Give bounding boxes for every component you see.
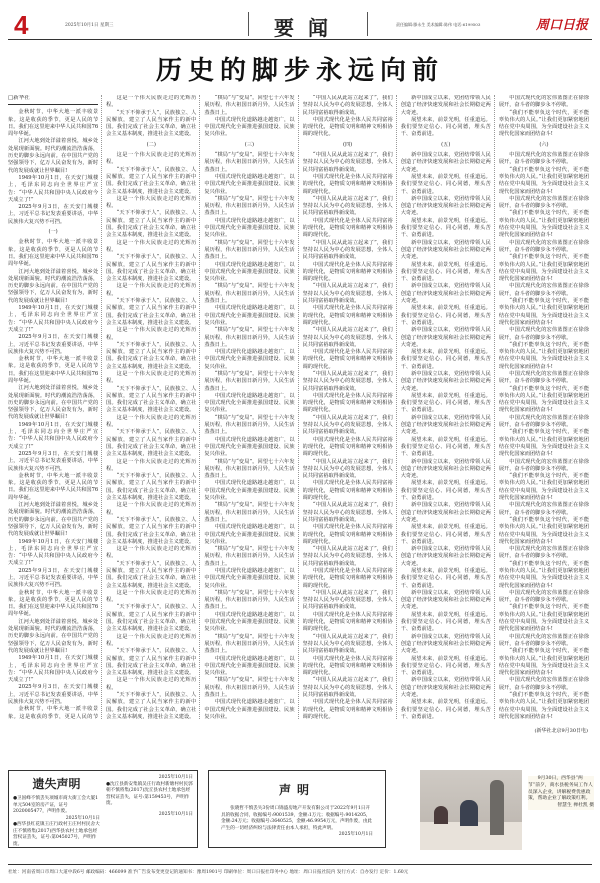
paragraph: “中国人民从此站立起来了”，我们坚持以人民为中心的发展思想，全体人民共同富裕取得新成效。 (302, 633, 393, 655)
paragraph: “中国人民从此站立起来了”，我们坚持以人民为中心的发展思想，全体人民共同富裕取得新成效。 (302, 95, 393, 116)
paragraph: 江河大地到处洋溢着喜悦，城乡处处展现新面貌。时代的潮流浩浩荡荡，历史的脚步永远向前。在中国共产党的坚强领导下，亿万人民奋发有为，新时代的发展成就让世界瞩目! (8, 268, 99, 304)
paragraph: 中国式现代化的宏伟蓝图正在徐徐展开，奋斗者的脚步永不停歇。 (498, 95, 590, 109)
paragraph: 中国式现代化的宏伟蓝图正在徐徐展开，奋斗者的脚步永不停歇。 (498, 677, 590, 691)
paragraph: “中国人民从此站立起来了”，我们坚持以人民为中心的发展思想，全体人民共同富裕取得新成效。 (302, 546, 393, 567)
paragraph: 中国式现代化的宏伟蓝图正在徐徐展开，奋斗者的脚步永不停歇。 (498, 195, 590, 210)
paragraph: 中国式现代化的宏伟蓝图正在徐徐展开，奋斗者的脚步永不停歇。 (498, 327, 590, 341)
paragraph: “天下不仰承于人”，民族独立、人民解放，建立了人民当家作主的新中国。我们完成了社会主义革命，确立社会主义基本制度，推进社会主义建设。 (106, 210, 197, 239)
paragraph: “棋局”与“变局”。回望七十六年发展历程，伟大祖国日新月异，人民生活蒸蒸日上。 (204, 327, 295, 348)
paragraph: 新中国成立以来，党团结带领人民创造了经济快速发展和社会长期稳定两大奇迹。 (400, 589, 491, 611)
paragraph: “棋局”与“变局”。回望七十六年发展历程，伟大祖国日新月异，人民生活蒸蒸日上。 (204, 195, 295, 217)
paragraph: “中国人民从此站立起来了”，我们坚持以人民为中心的发展思想，全体人民共同富裕取得新成效。 (302, 152, 393, 173)
paragraph: “我们不能辜负这个时代，更不能辜负伟大的人民。”让我们更加紧密地团结在党中央周围，为全面建设社会主义现代化国家而团结奋斗! (498, 692, 590, 719)
paragraph: “天下不仰承于人”，民族独立、人民解放，建立了人民当家作主的新中国。我们完成了社会主义革命，确立社会主义基本制度，推进社会主义建设。 (106, 385, 197, 414)
paragraph: 中国式现代化的宏伟蓝图正在徐徐展开，奋斗者的脚步永不停歇。 (498, 283, 590, 297)
paragraph: 展望未来，前景光明，任重道远。我们要坚定信心、同心同德，埋头苦干、奋勇前进。 (400, 699, 491, 719)
paragraph: 中国式现代化道路越走越宽广，以中国式现代化全面推进强国建设、民族复兴伟业。 (204, 116, 295, 138)
paragraph: 中国式现代化是全体人民共同富裕的现代化，是物质文明和精神文明相协调的现代化。 (302, 116, 393, 138)
paragraph: 新中国成立以来，党团结带领人民创造了经济快速发展和社会长期稳定两大奇迹。 (400, 239, 491, 261)
paragraph: 新中国成立以来，党团结带领人民创造了经济快速发展和社会长期稳定两大奇迹。 (400, 458, 491, 480)
paragraph: 中国式现代化道路越走越宽广，以中国式现代化全面推进强国建设、民族复兴伟业。 (204, 261, 295, 283)
paragraph: 中国式现代化的宏伟蓝图正在徐徐展开，奋斗者的脚步永不停歇。 (498, 546, 590, 560)
notice-date: 2025年10月1日 (158, 811, 193, 817)
paragraph: 展望未来，前景光明，任重道远。我们要坚定信心、同心同德，埋头苦干、奋勇前进。 (400, 305, 491, 326)
section-marker: (四) (342, 141, 353, 148)
paragraph: 金秋时节，中华大地一派丰收景象。这是收获的季节，更是人民的节日。我们在这里迎来中华人民共和国76周年华诞。 (8, 239, 99, 268)
paragraph: 中国式现代化的宏伟蓝图正在徐徐展开，奋斗者的脚步永不停歇。 (498, 370, 590, 385)
paragraph: 这是一个伟大民族走过的光辉历程。 (106, 152, 197, 166)
paragraph: 这是一个伟大民族走过的光辉历程。 (106, 414, 197, 429)
paragraph: 新中国成立以来，党团结带领人民创造了经济快速发展和社会长期稳定两大奇迹。 (400, 152, 491, 173)
paragraph: 新中国成立以来，党团结带领人民创造了经济快速发展和社会长期稳定两大奇迹。 (400, 677, 491, 699)
paragraph: “我们不能辜负这个时代，更不能辜负伟大的人民。”让我们更加紧密地团结在党中央周围，为全面建设社会主义现代化国家而团结奋斗! (498, 429, 590, 458)
paragraph: “天下不仰承于人”，民族独立、人民解放，建立了人民当家作主的新中国。我们完成了社会主义革命，确立社会主义基本制度，推进社会主义建设。 (106, 254, 197, 283)
article-credit: (新华社北京9月30日电) (534, 728, 588, 734)
paragraph: “天下不仰承于人”，民族独立、人民解放，建立了人民当家作主的新中国。我们完成了社会主义革命，确立社会主义基本制度，推进社会主义建设。 (106, 648, 197, 677)
paragraph: 这是一个伟大民族走过的光辉历程。 (106, 327, 197, 341)
paragraph: 这是一个伟大民族走过的光辉历程。 (106, 239, 197, 253)
paragraph: 中国式现代化道路越走越宽广，以中国式现代化全面推进强国建设、民族复兴伟业。 (204, 173, 295, 195)
paragraph: 1949年10月1日，在天安门城楼上，毛泽东同志向全世界庄严宣告：“中华人民共和国中央人民政府今天成立了!” (8, 305, 99, 333)
paragraph: 金秋时节，中华大地一派丰收景象。这是收获的季节，更是人民的节日。我们在这里迎来中华人民共和国76周年华诞。 (8, 589, 99, 618)
photo-credit: 智慧生 禅杜凯 摄 (557, 803, 594, 809)
paragraph: “天下不仰承于人”，民族独立、人民解放，建立了人民当家作主的新中国。我们完成了社会主义革命，确立社会主义基本制度，推进社会主义建设。 (106, 604, 197, 633)
paragraph: “我们不能辜负这个时代，更不能辜负伟大的人民。”让我们更加紧密地团结在党中央周围，为全面建设社会主义现代化国家而团结奋斗! (498, 516, 590, 545)
paragraph: 展望未来，前景光明，任重道远。我们要坚定信心、同心同德，埋头苦干、奋勇前进。 (400, 217, 491, 239)
paragraph: 中国式现代化道路越走越宽广，以中国式现代化全面推进强国建设、民族复兴伟业。 (204, 568, 295, 589)
paragraph: 新中国成立以来，党团结带领人民创造了经济快速发展和社会长期稳定两大奇迹。 (400, 633, 491, 655)
paragraph: “天下不仰承于人”，民族独立、人民解放，建立了人民当家作主的新中国。我们完成了社会主义革命，确立社会主义基本制度，推进社会主义建设。 (106, 298, 197, 326)
paragraph: 展望未来，前景光明，任重道远。我们要坚定信心、同心同德，埋头苦干、奋勇前进。 (400, 116, 491, 138)
article-title: 历史的脚步永远向前 (155, 56, 444, 86)
paragraph: 中国式现代化道路越走越宽广，以中国式现代化全面推进强国建设、民族复兴伟业。 (204, 524, 295, 545)
editor-info: 责任编辑:滕永生 美术编辑:陈伟 电话:6199503 (396, 22, 481, 27)
paragraph: “中国人民从此站立起来了”，我们坚持以人民为中心的发展思想，全体人民共同富裕取得新成效。 (302, 414, 393, 436)
paragraph: “中国人民从此站立起来了”，我们坚持以人民为中心的发展思想，全体人民共同富裕取得新成效。 (302, 502, 393, 523)
paragraph: “棋局”与“变局”。回望七十六年发展历程，伟大祖国日新月异，人民生活蒸蒸日上。 (204, 589, 295, 611)
paragraph: 新中国成立以来，党团结带领人民创造了经济快速发展和社会长期稳定两大奇迹。 (400, 546, 491, 567)
paragraph: 金秋时节，中华大地一派丰收景象。这是收获的季节，更是人民的节 (8, 706, 99, 719)
paragraph: 中国式现代化是全体人民共同富裕的现代化，是物质文明和精神文明相协调的现代化。 (302, 173, 393, 195)
imprint-footer: 社址：河南省周口市周口大道中段6号 邮政编码：466099 准予广告发布变更登记的通知书：豫周1901号 印刷单位：周口日报社印务中心 地址：周口日报社院内 发行方式：自办发行 定价：1.60元 (8, 864, 592, 875)
paragraph: “棋局”与“变局”。回望七十六年发展历程，伟大祖国日新月异，人民生活蒸蒸日上。 (204, 414, 295, 436)
paragraph: 2025年9月3日，在天安门城楼上，习近平总书记发表重要讲话，中华民族伟大复兴势不可挡。 (8, 684, 99, 706)
notice-item: ●卫国峰不慎丢失项城市商大街工会大厦1单元504室的房产证，证号2020005477，声明作废。 (13, 796, 99, 814)
paragraph: 江河大地到处洋溢着喜悦，城乡处处展现新面貌。时代的潮流浩浩荡荡，历史的脚步永远向前。在中国共产党的坚强领导下，亿万人民奋发有为，新时代的发展成就让世界瞩目! (8, 385, 99, 421)
paragraph: 展望未来，前景光明，任重道远。我们要坚定信心、同心同德，埋头苦干、奋勇前进。 (400, 173, 491, 195)
article-column (8, 95, 102, 719)
paragraph: 中国式现代化是全体人民共同富裕的现代化，是物质文明和精神文明相协调的现代化。 (302, 392, 393, 414)
paragraph: 中国式现代化道路越走越宽广，以中国式现代化全面推进强国建设、民族复兴伟业。 (204, 480, 295, 502)
paragraph: “我们不能辜负这个时代，更不能辜负伟大的人民。”让我们更加紧密地团结在党中央周围，为全面建设社会主义现代化国家而团结奋斗! (498, 298, 590, 326)
news-photo (420, 770, 522, 850)
notice-item: ●西华县红花镇王庄行政村王庄村村民舍大庄不慎将集(2017)西华县农村土地承包经营权证丢失，证号:第045027号，声明作废。 (13, 822, 100, 847)
paragraph: “天下不仰承于人”，民族独立、人民解放，建立了人民当家作主的新中国。我们完成了社会主义革命，确立社会主义基本制度，推进社会主义建设。 (106, 516, 197, 545)
paragraph: “中国人民从此站立起来了”，我们坚持以人民为中心的发展思想，全体人民共同富裕取得新成效。 (302, 370, 393, 392)
paragraph: 中国式现代化是全体人民共同富裕的现代化，是物质文明和精神文明相协调的现代化。 (302, 305, 393, 326)
statement-notice (208, 770, 386, 848)
paragraph: 这是一个伟大民族走过的光辉历程。 (106, 633, 197, 647)
paragraph: 中国式现代化是全体人民共同富裕的现代化，是物质文明和精神文明相协调的现代化。 (302, 349, 393, 370)
paragraph: “我们不能辜负这个时代，更不能辜负伟大的人民。”让我们更加紧密地团结在党中央周围，为全面建设社会主义现代化国家而团结奋斗! (498, 341, 590, 370)
section-marker: (二) (146, 141, 156, 148)
lost-notice (8, 770, 198, 848)
paragraph: “我们不能辜负这个时代，更不能辜负伟大的人民。”让我们更加紧密地团结在党中央周围，为全面建设社会主义现代化国家而团结奋斗! (498, 385, 590, 414)
paragraph: 展望未来，前景光明，任重道远。我们要坚定信心、同心同德，埋头苦干、奋勇前进。 (400, 611, 491, 633)
paragraph: 金秋时节，中华大地一派丰收景象。这是收获的季节，更是人民的节日。我们在这里迎来中华人民共和国76周年华诞。 (8, 472, 99, 501)
paragraph: “棋局”与“变局”。回望七十六年发展历程，伟大祖国日新月异，人民生活蒸蒸日上。 (204, 95, 295, 116)
paragraph: 这是一个伟大民族走过的光辉历程。 (106, 370, 197, 385)
paragraph: 新中国成立以来，党团结带领人民创造了经济快速发展和社会长期稳定两大奇迹。 (400, 195, 491, 217)
paragraph: “中国人民从此站立起来了”，我们坚持以人民为中心的发展思想，全体人民共同富裕取得新成效。 (302, 239, 393, 261)
paragraph: 中国式现代化的宏伟蓝图正在徐徐展开，奋斗者的脚步永不停歇。 (498, 414, 590, 429)
paragraph: 新中国成立以来，党团结带领人民创造了经济快速发展和社会长期稳定两大奇迹。 (400, 414, 491, 436)
paragraph: 这是一个伟大民族走过的光辉历程。 (106, 458, 197, 472)
masthead (8, 8, 592, 40)
paragraph: “棋局”与“变局”。回望七十六年发展历程，伟大祖国日新月异，人民生活蒸蒸日上。 (204, 458, 295, 480)
paragraph: 新中国成立以来，党团结带领人民创造了经济快速发展和社会长期稳定两大奇迹。 (400, 327, 491, 348)
paragraph: 展望未来，前景光明，任重道远。我们要坚定信心、同心同德，埋头苦干、奋勇前进。 (400, 392, 491, 414)
paragraph: “我们不能辜负这个时代，更不能辜负伟大的人民。”让我们更加紧密地团结在党中央周围，为全面建设社会主义现代化国家而团结奋斗! (498, 210, 590, 239)
paragraph: 新中国成立以来，党团结带领人民创造了经济快速发展和社会长期稳定两大奇迹。 (400, 370, 491, 392)
section-marker: (一) (48, 229, 58, 236)
article-body (8, 95, 592, 719)
paragraph: 江河大地到处洋溢着喜悦，城乡处处展现新面貌。时代的潮流浩浩荡荡，历史的脚步永远向前。在中国共产党的坚强领导下，亿万人民奋发有为，新时代的发展成就让世界瞩目! (8, 502, 99, 538)
paragraph: 2025年9月3日，在天安门城楼上，习近平总书记发表重要讲话，中华民族伟大复兴势不可挡。 (8, 204, 99, 225)
paragraph: “棋局”与“变局”。回望七十六年发展历程，伟大祖国日新月异，人民生活蒸蒸日上。 (204, 502, 295, 523)
paragraph: “天下不仰承于人”，民族独立、人民解放，建立了人民当家作主的新中国。我们完成了社会主义革命，确立社会主义基本制度，推进社会主义建设。 (106, 692, 197, 719)
paragraph: 展望未来，前景光明，任重道远。我们要坚定信心、同心同德，埋头苦干、奋勇前进。 (400, 261, 491, 283)
paragraph: 中国式现代化是全体人民共同富裕的现代化，是物质文明和精神文明相协调的现代化。 (302, 480, 393, 502)
paragraph: 1949年10月1日，在天安门城楼上，毛泽东同志向全世界庄严宣告：“中华人民共和国中央人民政府今天成立了!” (8, 655, 99, 684)
paragraph: 这是一个伟大民族走过的光辉历程。 (106, 283, 197, 297)
lost-notice-title: 遗失声明 (32, 777, 81, 791)
paragraph: “我们不能辜负这个时代，更不能辜负伟大的人民。”让我们更加紧密地团结在党中央周围，为全面建设社会主义现代化国家而团结奋斗! (498, 166, 590, 195)
article-column (106, 95, 200, 719)
statement-text: 张晓哲不慎丢失3份周口锦盛房地产开发有限公司于2022年9月1日开具的收据合同，收据编号:9001539，金额:1万元；收据编号:9014205，金额:24万元；收据编号:3640525，金额:46.9954万元，声明作废，由此产生的一切经济纠纷与法律责任由本人承担，特此声明。 (221, 806, 373, 831)
paragraph: “我们不能辜负这个时代，更不能辜负伟大的人民。”让我们更加紧密地团结在党中央周围，为全面建设社会主义现代化国家而团结奋斗! (498, 254, 590, 283)
paragraph: 展望未来，前景光明，任重道远。我们要坚定信心、同心同德，埋头苦干、奋勇前进。 (400, 655, 491, 677)
paragraph: “天下不仰承于人”，民族独立、人民解放，建立了人民当家作主的新中国。我们完成了社会主义革命，确立社会主义基本制度，推进社会主义建设。 (106, 109, 197, 138)
section-marker: (三) (244, 141, 255, 148)
paragraph: 新中国成立以来，党团结带领人民创造了经济快速发展和社会长期稳定两大奇迹。 (400, 95, 491, 116)
paragraph: 中国式现代化的宏伟蓝图正在徐徐展开，奋斗者的脚步永不停歇。 (498, 589, 590, 604)
paragraph: 这是一个伟大民族走过的光辉历程。 (106, 589, 197, 604)
byline: □新华社 (8, 95, 98, 105)
paragraph: 1949年10月1日，在天安门城楼上，毛泽东同志向全世界庄严宣告：“中华人民共和国中央人民政府今天成立了!” (8, 421, 99, 450)
paragraph: “我们不能辜负这个时代，更不能辜负伟大的人民。”让我们更加紧密地团结在党中央周围，为全面建设社会主义现代化国家而团结奋斗! (498, 604, 590, 633)
page-number: 4 (14, 10, 29, 40)
paragraph: 江河大地到处洋溢着喜悦，城乡处处展现新面貌。时代的潮流浩浩荡荡，历史的脚步永远向前。在中国共产党的坚强领导下，亿万人民奋发有为，新时代的发展成就让世界瞩目! (8, 138, 99, 174)
paragraph: 中国式现代化道路越走越宽广，以中国式现代化全面推进强国建设、民族复兴伟业。 (204, 349, 295, 370)
paragraph: “棋局”与“变局”。回望七十六年发展历程，伟大祖国日新月异，人民生活蒸蒸日上。 (204, 633, 295, 655)
photo-caption (528, 776, 594, 810)
paragraph: 江河大地到处洋溢着喜悦，城乡处处展现新面貌。时代的潮流浩浩荡荡，历史的脚步永远向前。在中国共产党的坚强领导下，亿万人民奋发有为，新时代的发展成就让世界瞩目! (8, 618, 99, 654)
paragraph: 展望未来，前景光明，任重道远。我们要坚定信心、同心同德，埋头苦干、奋勇前进。 (400, 436, 491, 458)
section-marker: (五) (441, 141, 451, 148)
paragraph: 展望未来，前景光明，任重道远。我们要坚定信心、同心同德，埋头苦干、奋勇前进。 (400, 480, 491, 502)
paragraph: “棋局”与“变局”。回望七十六年发展历程，伟大祖国日新月异，人民生活蒸蒸日上。 (204, 677, 295, 699)
paragraph: 中国式现代化是全体人民共同富裕的现代化，是物质文明和精神文明相协调的现代化。 (302, 655, 393, 677)
paragraph: 中国式现代化道路越走越宽广，以中国式现代化全面推进强国建设、民族复兴伟业。 (204, 217, 295, 239)
paragraph: “天下不仰承于人”，民族独立、人民解放，建立了人民当家作主的新中国。我们完成了社会主义革命，确立社会主义基本制度，推进社会主义建设。 (106, 166, 197, 195)
issue-date: 2025年10月1日 星期三 (65, 23, 114, 28)
paragraph: “棋局”与“变局”。回望七十六年发展历程，伟大祖国日新月异，人民生活蒸蒸日上。 (204, 152, 295, 173)
paragraph: 新中国成立以来，党团结带领人民创造了经济快速发展和社会长期稳定两大奇迹。 (400, 502, 491, 523)
paragraph: 中国式现代化是全体人民共同富裕的现代化，是物质文明和精神文明相协调的现代化。 (302, 217, 393, 239)
paragraph: 中国式现代化的宏伟蓝图正在徐徐展开，奋斗者的脚步永不停歇。 (498, 152, 590, 166)
paragraph: “天下不仰承于人”，民族独立、人民解放，建立了人民当家作主的新中国。我们完成了社会主义革命，确立社会主义基本制度，推进社会主义建设。 (106, 560, 197, 589)
paragraph: 1949年10月1日，在天安门城楼上，毛泽东同志向全世界庄严宣告：“中华人民共和国中央人民政府今天成立了!” (8, 174, 99, 203)
paragraph: 中国式现代化的宏伟蓝图正在徐徐展开，奋斗者的脚步永不停歇。 (498, 633, 590, 647)
paragraph: “天下不仰承于人”，民族独立、人民解放，建立了人民当家作主的新中国。我们完成了社会主义革命，确立社会主义基本制度，推进社会主义建设。 (106, 429, 197, 458)
paragraph: 中国式现代化是全体人民共同富裕的现代化，是物质文明和精神文明相协调的现代化。 (302, 436, 393, 458)
paragraph: 这是一个伟大民族走过的光辉历程。 (106, 195, 197, 210)
paragraph: 展望未来，前景光明，任重道远。我们要坚定信心、同心同德，埋头苦干、奋勇前进。 (400, 568, 491, 589)
paragraph: 2025年9月3日，在天安门城楼上，习近平总书记发表重要讲话，中华民族伟大复兴势不可挡。 (8, 334, 99, 355)
paragraph: “中国人民从此站立起来了”，我们坚持以人民为中心的发展思想，全体人民共同富裕取得新成效。 (302, 458, 393, 480)
paragraph: 中国式现代化道路越走越宽广，以中国式现代化全面推进强国建设、民族复兴伟业。 (204, 699, 295, 719)
paragraph: 展望未来，前景光明，任重道远。我们要坚定信心、同心同德，埋头苦干、奋勇前进。 (400, 349, 491, 370)
paragraph: “棋局”与“变局”。回望七十六年发展历程，伟大祖国日新月异，人民生活蒸蒸日上。 (204, 283, 295, 305)
section-marker: (六) (539, 141, 549, 148)
paragraph: “棋局”与“变局”。回望七十六年发展历程，伟大祖国日新月异，人民生活蒸蒸日上。 (204, 546, 295, 567)
paragraph: “中国人民从此站立起来了”，我们坚持以人民为中心的发展思想，全体人民共同富裕取得新成效。 (302, 589, 393, 611)
paragraph: 中国式现代化的宏伟蓝图正在徐徐展开，奋斗者的脚步永不停歇。 (498, 458, 590, 472)
paragraph: “中国人民从此站立起来了”，我们坚持以人民为中心的发展思想，全体人民共同富裕取得新成效。 (302, 677, 393, 699)
paragraph: 中国式现代化是全体人民共同富裕的现代化，是物质文明和精神文明相协调的现代化。 (302, 611, 393, 633)
paragraph: 中国式现代化的宏伟蓝图正在徐徐展开，奋斗者的脚步永不停歇。 (498, 239, 590, 253)
paragraph: 1949年10月1日，在天安门城楼上，毛泽东同志向全世界庄严宣告：“中华人民共和国中央人民政府今天成立了!” (8, 538, 99, 567)
paragraph: 新中国成立以来，党团结带领人民创造了经济快速发展和社会长期稳定两大奇迹。 (400, 283, 491, 305)
paragraph: 这是一个伟大民族走过的光辉历程。 (106, 677, 197, 691)
paragraph: 2025年9月3日，在天安门城楼上，习近平总书记发表重要讲话，中华民族伟大复兴势不可挡。 (8, 450, 99, 472)
paragraph: 中国式现代化是全体人民共同富裕的现代化，是物质文明和精神文明相协调的现代化。 (302, 261, 393, 283)
paragraph: “天下不仰承于人”，民族独立、人民解放，建立了人民当家作主的新中国。我们完成了社会主义革命，确立社会主义基本制度，推进社会主义建设。 (106, 473, 197, 502)
paragraph: 中国式现代化道路越走越宽广，以中国式现代化全面推进强国建设、民族复兴伟业。 (204, 392, 295, 414)
paragraph: 展望未来，前景光明，任重道远。我们要坚定信心、同心同德，埋头苦干、奋勇前进。 (400, 524, 491, 545)
paragraph: 中国式现代化是全体人民共同富裕的现代化，是物质文明和精神文明相协调的现代化。 (302, 568, 393, 589)
statement-title: 声明 (278, 783, 315, 797)
paragraph: “中国人民从此站立起来了”，我们坚持以人民为中心的发展思想，全体人民共同富裕取得新成效。 (302, 195, 393, 217)
paragraph: “棋局”与“变局”。回望七十六年发展历程，伟大祖国日新月异，人民生活蒸蒸日上。 (204, 239, 295, 261)
paragraph: “我们不能辜负这个时代，更不能辜负伟大的人民。”让我们更加紧密地团结在党中央周围，为全面建设社会主义现代化国家而团结奋斗! (498, 473, 590, 502)
paragraph: 中国式现代化的宏伟蓝图正在徐徐展开，奋斗者的脚步永不停歇。 (498, 502, 590, 516)
notice-item: ●沈丘县新安集镇吴庄行政村新塘村村民郭朝不慎将集(2017)沈丘县农村土地承包经营权证丢失，证号:第159453号，声明作废。 (106, 781, 193, 806)
notice-date: 2025年10月1日 (65, 815, 100, 821)
paragraph: 中国式现代化道路越走越宽广，以中国式现代化全面推进强国建设、民族复兴伟业。 (204, 305, 295, 326)
paragraph: 金秋时节，中华大地一派丰收景象。这是收获的季节，更是人民的节日。我们在这里迎来中华人民共和国76周年华诞。 (8, 356, 99, 384)
paragraph: 这是一个伟大民族走过的光辉历程。 (106, 546, 197, 560)
statement-date: 2025年10月1日 (338, 832, 373, 837)
article-column (401, 95, 495, 719)
article-column (499, 95, 592, 719)
paragraph: “中国人民从此站立起来了”，我们坚持以人民为中心的发展思想，全体人民共同富裕取得新成效。 (302, 327, 393, 348)
caption-text: 9月30日，西华县“两节”前夕，商水县税务局工作人员深入企业，讲解税费优惠政策，帮助企业了解政策红利。 (528, 776, 593, 802)
paragraph: “中国人民从此站立起来了”，我们坚持以人民为中心的发展思想，全体人民共同富裕取得新成效。 (302, 283, 393, 305)
paragraph: 中国式现代化道路越走越宽广，以中国式现代化全面推进强国建设、民族复兴伟业。 (204, 655, 295, 677)
paragraph: “天下不仰承于人”，民族独立、人民解放，建立了人民当家作主的新中国。我们完成了社会主义革命，确立社会主义基本制度，推进社会主义建设。 (106, 341, 197, 370)
article-column (204, 95, 298, 719)
section-name: 要闻 (248, 12, 368, 36)
paragraph: 中国式现代化是全体人民共同富裕的现代化，是物质文明和精神文明相协调的现代化。 (302, 699, 393, 719)
paragraph: 这是一个伟大民族走过的光辉历程。 (106, 502, 197, 516)
paragraph: 中国式现代化是全体人民共同富裕的现代化，是物质文明和精神文明相协调的现代化。 (302, 524, 393, 545)
paragraph: “我们不能辜负这个时代，更不能辜负伟大的人民。”让我们更加紧密地团结在党中央周围，为全面建设社会主义现代化国家而团结奋斗! (498, 648, 590, 677)
paragraph: “我们不能辜负这个时代，更不能辜负伟大的人民。”让我们更加紧密地团结在党中央周围，为全面建设社会主义现代化国家而团结奋斗! (498, 109, 590, 138)
paragraph: 金秋时节，中华大地一派丰收景象。这是收获的季节，更是人民的节日。我们在这里迎来中华人民共和国76周年华诞。 (8, 109, 99, 138)
notice-date: 2025年10月1日 (158, 775, 193, 780)
article-column (303, 95, 397, 719)
paragraph: 2025年9月3日，在天安门城楼上，习近平总书记发表重要讲话，中华民族伟大复兴势不可挡。 (8, 567, 99, 589)
paragraph: “棋局”与“变局”。回望七十六年发展历程，伟大祖国日新月异，人民生活蒸蒸日上。 (204, 370, 295, 392)
newspaper-logo: 周口日报 (535, 18, 588, 33)
paragraph: 这是一个伟大民族走过的光辉历程。 (106, 95, 197, 109)
paragraph: 中国式现代化道路越走越宽广，以中国式现代化全面推进强国建设、民族复兴伟业。 (204, 611, 295, 633)
paragraph: “我们不能辜负这个时代，更不能辜负伟大的人民。”让我们更加紧密地团结在党中央周围，为全面建设社会主义现代化国家而团结奋斗! (498, 560, 590, 589)
paragraph: 中国式现代化道路越走越宽广，以中国式现代化全面推进强国建设、民族复兴伟业。 (204, 436, 295, 458)
